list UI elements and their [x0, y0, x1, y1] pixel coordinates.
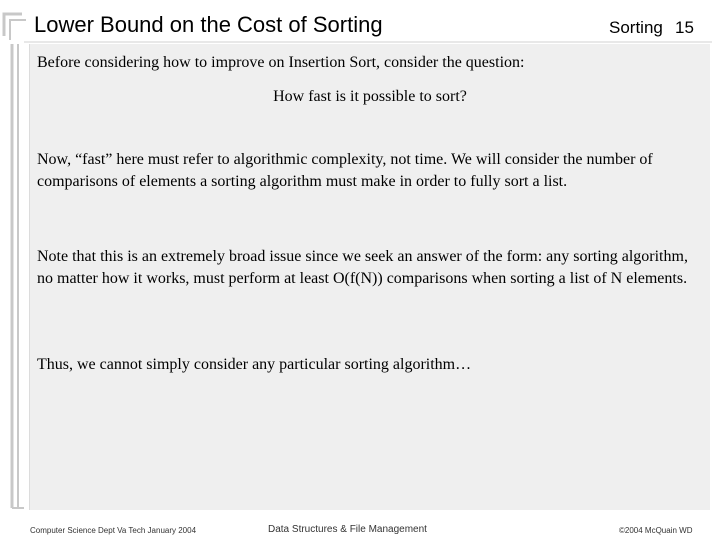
slide-title: Lower Bound on the Cost of Sorting — [34, 12, 383, 37]
question-line: How fast is it possible to sort? — [273, 88, 467, 105]
footer-copyright: ©2004 McQuain WD — [619, 526, 693, 535]
footer-course: Data Structures & File Management — [268, 524, 427, 535]
complexity-paragraph: Now, “fast” here must refer to algorithmic complexity, not time. We will consider the number of comparisons of elements a sorting algorithm must make in order to fully sort a list. — [37, 151, 653, 190]
page-number: 15 — [675, 18, 694, 37]
section-label: Sorting — [609, 18, 663, 37]
conclusion-paragraph: Thus, we cannot simply consider any particular sorting algorithm… — [37, 356, 472, 373]
footer-department: Computer Science Dept Va Tech January 2004 — [30, 526, 197, 535]
note-paragraph: Note that this is an extremely broad issue since we seek an answer of the form: any sorting algorithm, no matter how it works, must perform at least O(f(N)) comparisons when sorting a list of N elements. — [37, 248, 688, 287]
intro-paragraph: Before considering how to improve on Insertion Sort, consider the question: — [37, 54, 525, 71]
